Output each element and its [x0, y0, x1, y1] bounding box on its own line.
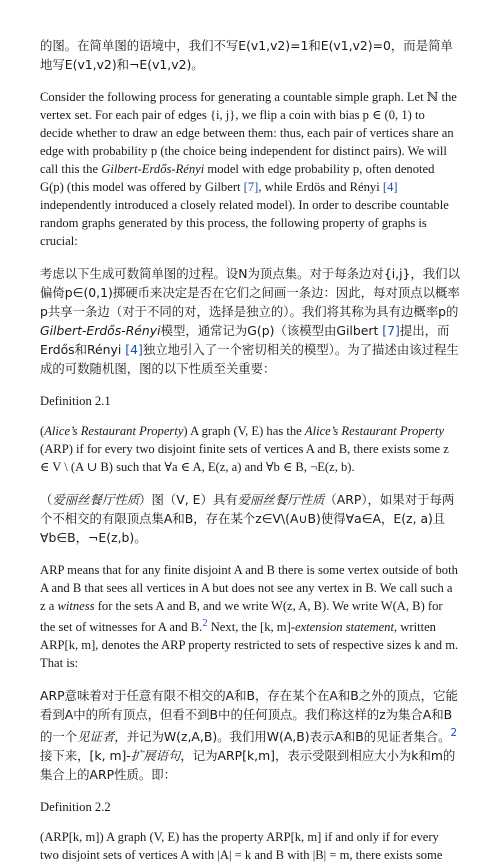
english-definition-arp	[40, 422, 460, 476]
term-name: witness	[57, 599, 95, 613]
citation-link-4[interactable]: [4]	[382, 180, 398, 194]
text-run: ，并记为W(z,A,B)。我们用W(A,B)表示A和B的见证者集合。	[114, 729, 451, 745]
chinese-definition-arp	[40, 490, 460, 547]
text-run: （	[40, 492, 53, 507]
term-name: Alice’s Restaurant Property	[304, 424, 445, 438]
model-name: Gilbert-Erdős-Rényi	[101, 162, 205, 176]
text-run: ，记为ARP[k,m]，表示受限到相应大小为k和m的集合上的ARP性质。即：	[40, 748, 456, 783]
footnote-link-2[interactable]: 2	[450, 727, 458, 740]
text-run: 接下来，[k, m]-	[40, 748, 131, 764]
text-run: for the sets A and B, and we write W(z, A, B). We write W(A, B) for the set of witnesses for A and B.	[40, 599, 443, 635]
definition-heading-2-1: Definition 2.1	[40, 394, 111, 408]
term-name: extension statement	[295, 620, 394, 635]
text-run: ）图（V, E）具有	[139, 492, 238, 507]
definition-heading-2-2: Definition 2.2	[40, 800, 111, 815]
citation-link-7[interactable]: [7]	[382, 323, 400, 338]
term-name: 扩展语句	[130, 748, 181, 764]
text-run: ) A graph (V, E) has the	[183, 424, 305, 438]
footnote-link-2[interactable]: 2	[202, 618, 208, 629]
chinese-paragraph-witness	[40, 686, 460, 784]
model-name: Gilbert-Erdős-Rényi	[40, 323, 161, 338]
text-run: (ARP) if for every two disjoint finite sets of vertices A and B, there exists some z ∈ V \ (A ∪ B) such that ∀a ∈ A, E(z, a) and ∀b ∈ B, ¬E(z, b).	[40, 442, 449, 474]
citation-link-7[interactable]: [7]	[243, 180, 259, 194]
text-run: （ARP），如果对于每两个不相交的有限顶点集A和B，存在某个z∈V\(A∪B)使得∀a∈A，E(z, a)且∀b∈B，¬E(z,b)。	[40, 492, 455, 545]
text-run: 独立地引入了一个密切相关的模型）。为了描述由该过程生成的可数随机图，图的以下性质至关重要：	[40, 342, 459, 376]
term-name: 爱丽丝餐厅性质	[52, 492, 140, 507]
term-name: 爱丽丝餐厅性质	[237, 492, 325, 507]
text-run: , written ARP[k, m], denotes the ARP property restricted to sets of respective sizes k and m. That is:	[40, 620, 459, 671]
text-run: Next, the [k, m]-	[207, 620, 295, 635]
term-name: Alice’s Restaurant Property	[44, 424, 184, 438]
chinese-paragraph-process	[40, 264, 460, 378]
text-run: , while Erdös and Rényi	[258, 180, 383, 194]
chinese-paragraph-intro: 的图。在简单图的语境中，我们不写E(v1,v2)=1和E(v1,v2)=0，而是简单地写E(v1,v2)和¬E(v1,v2)。	[40, 38, 453, 72]
english-paragraph-witness	[40, 561, 460, 672]
citation-link-4[interactable]: [4]	[125, 342, 143, 357]
english-paragraph-process	[40, 88, 460, 250]
text-run: 提出，而Erdős和Rényi	[40, 323, 450, 357]
text-run: Consider the following process for generating a countable simple graph. Let ℕ the vertex set. For each pair of edges {i, j}, we flip a coin with bias p ∈ (0, 1) to decide whether to draw an edge between them: thus, each pair of vertices share an edge with probability p (the choice being independent for distinct pairs). We will call this the	[40, 90, 457, 176]
text-run: independently introduced a closely related model). In order to describe countable random graphs generated by this process, the following property of graphs is crucial:	[40, 198, 449, 248]
text-run: ARP意味着对于任意有限不相交的A和B，存在某个在A和B之外的顶点，它能看到A中的所有顶点，但看不到B中的任何顶点。我们称这样的z为集合A和B的一个	[40, 688, 458, 745]
text-run: model with edge probability p, often denoted G(p) (this model was offered by Gilbert	[40, 162, 435, 194]
text-run: ARP means that for any finite disjoint A and B there is some vertex outside of both A and B that sees all vertices in A but does not see any vertex in B. We call such a z a	[40, 563, 458, 613]
term-name: 见证者	[77, 729, 115, 745]
text-run: 模型，通常记为G(p)（该模型由Gilbert	[160, 323, 383, 338]
text-run: 考虑以下生成可数简单图的过程。设N为顶点集。对于每条边对{i,j}，我们以偏倚p∈(0,1)掷硬币来决定是否在它们之间画一条边：因此，每对顶点以概率p共享一条边（对于不同的对，选择是独立的）。我们将其称为具有边概率p的	[40, 266, 460, 319]
text-run: (	[40, 424, 45, 438]
english-definition-arp-km: (ARP[k, m]) A graph (V, E) has the property ARP[k, m] if and only if for every two disjoint sets of vertices A with |A| = k and B with |B| = m, there exists some	[40, 830, 443, 863]
